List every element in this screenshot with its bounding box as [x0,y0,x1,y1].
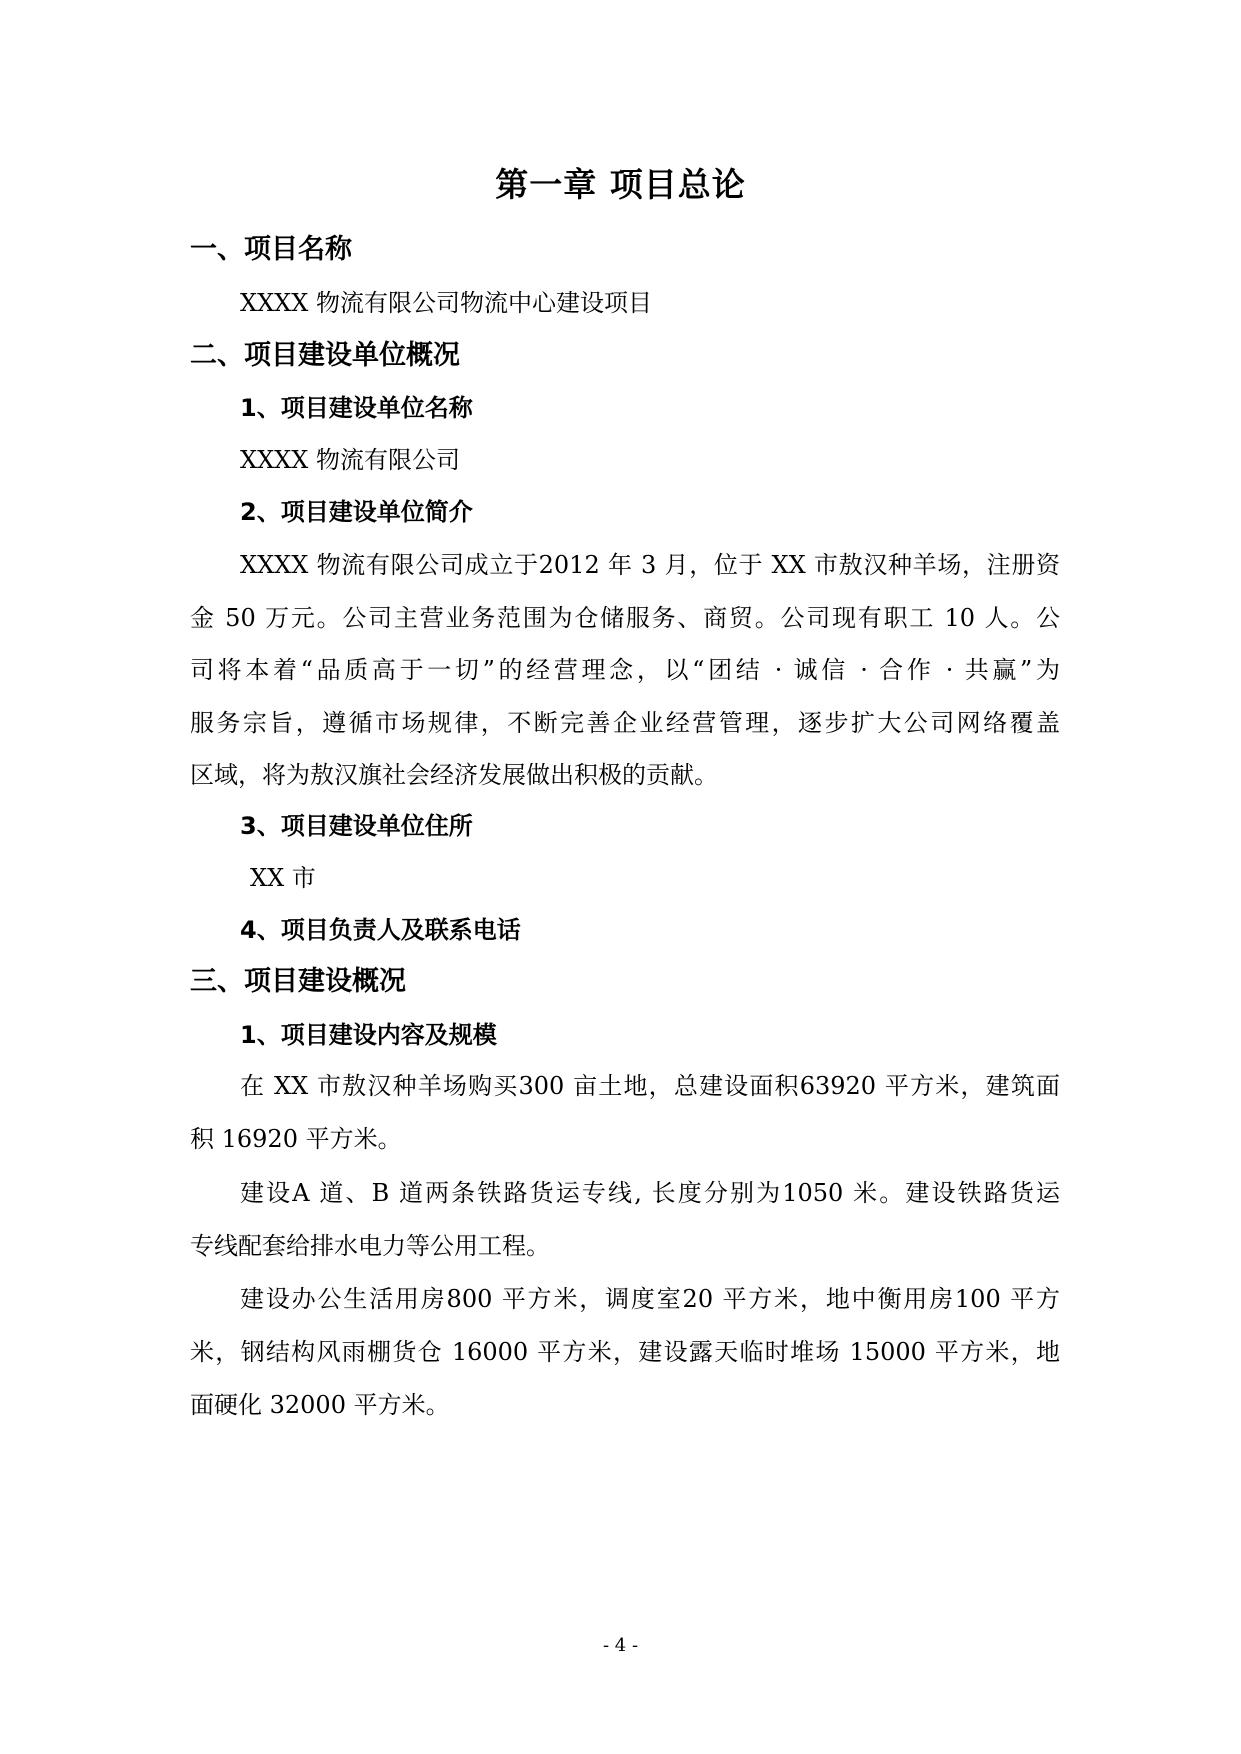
construction-para-line: 米，钢结构风雨棚货仓 16000 平方米，建设露天临时堆场 15000 平方米，地 [190,1338,1060,1366]
construction-para-line: 建设办公生活用房800 平方米，调度室20 平方米，地中衡用房100 平方 [240,1285,1060,1313]
section-heading-project-name: 一、项目名称 [190,234,352,265]
unit-intro-line: XXXX 物流有限公司成立于2012 年 3 月，位于 XX 市敖汉种羊场，注册资 [240,551,1060,579]
construction-para-line: 在 XX 市敖汉种羊场购买300 亩土地，总建设面积63920 平方米，建筑面 [240,1072,1060,1100]
unit-intro-line: 服务宗旨，遵循市场规律，不断完善企业经营管理，逐步扩大公司网络覆盖 [190,709,1060,737]
section-heading-construction-overview: 三、项目建设概况 [190,966,406,997]
construction-para-line: 专线配套给排水电力等公用工程。 [190,1232,550,1260]
unit-intro-line: 司将本着“品质高于一切”的经营理念，以“团结 · 诚信 · 合作 · 共赢”为 [190,656,1060,684]
subheading-unit-address: 3、项目建设单位住所 [240,812,473,840]
page-number: - 4 - [602,1635,639,1656]
construction-para-line: 建设A 道、B 道两条铁路货运专线, 长度分别为1050 米。建设铁路货运 [240,1179,1060,1207]
construction-para-line: 面硬化 32000 平方米。 [190,1391,450,1419]
construction-para-line: 积 16920 平方米。 [190,1125,402,1153]
unit-name-text: XXXX 物流有限公司 [240,446,460,474]
subheading-construction-content: 1、项目建设内容及规模 [240,1021,497,1049]
chapter-title: 第一章 项目总论 [495,165,746,204]
subheading-unit-intro: 2、项目建设单位简介 [240,498,473,526]
subheading-contact: 4、项目负责人及联系电话 [240,916,521,944]
subheading-unit-name: 1、项目建设单位名称 [240,394,473,422]
section-heading-unit-overview: 二、项目建设单位概况 [190,340,460,371]
unit-intro-line: 金 50 万元。公司主营业务范围为仓储服务、商贸。公司现有职工 10 人。公 [190,604,1060,632]
unit-address-text: XX 市 [250,864,316,892]
unit-intro-line: 区域，将为敖汉旗社会经济发展做出积极的贡献。 [190,761,718,789]
project-name-text: XXXX 物流有限公司物流中心建设项目 [240,289,652,317]
